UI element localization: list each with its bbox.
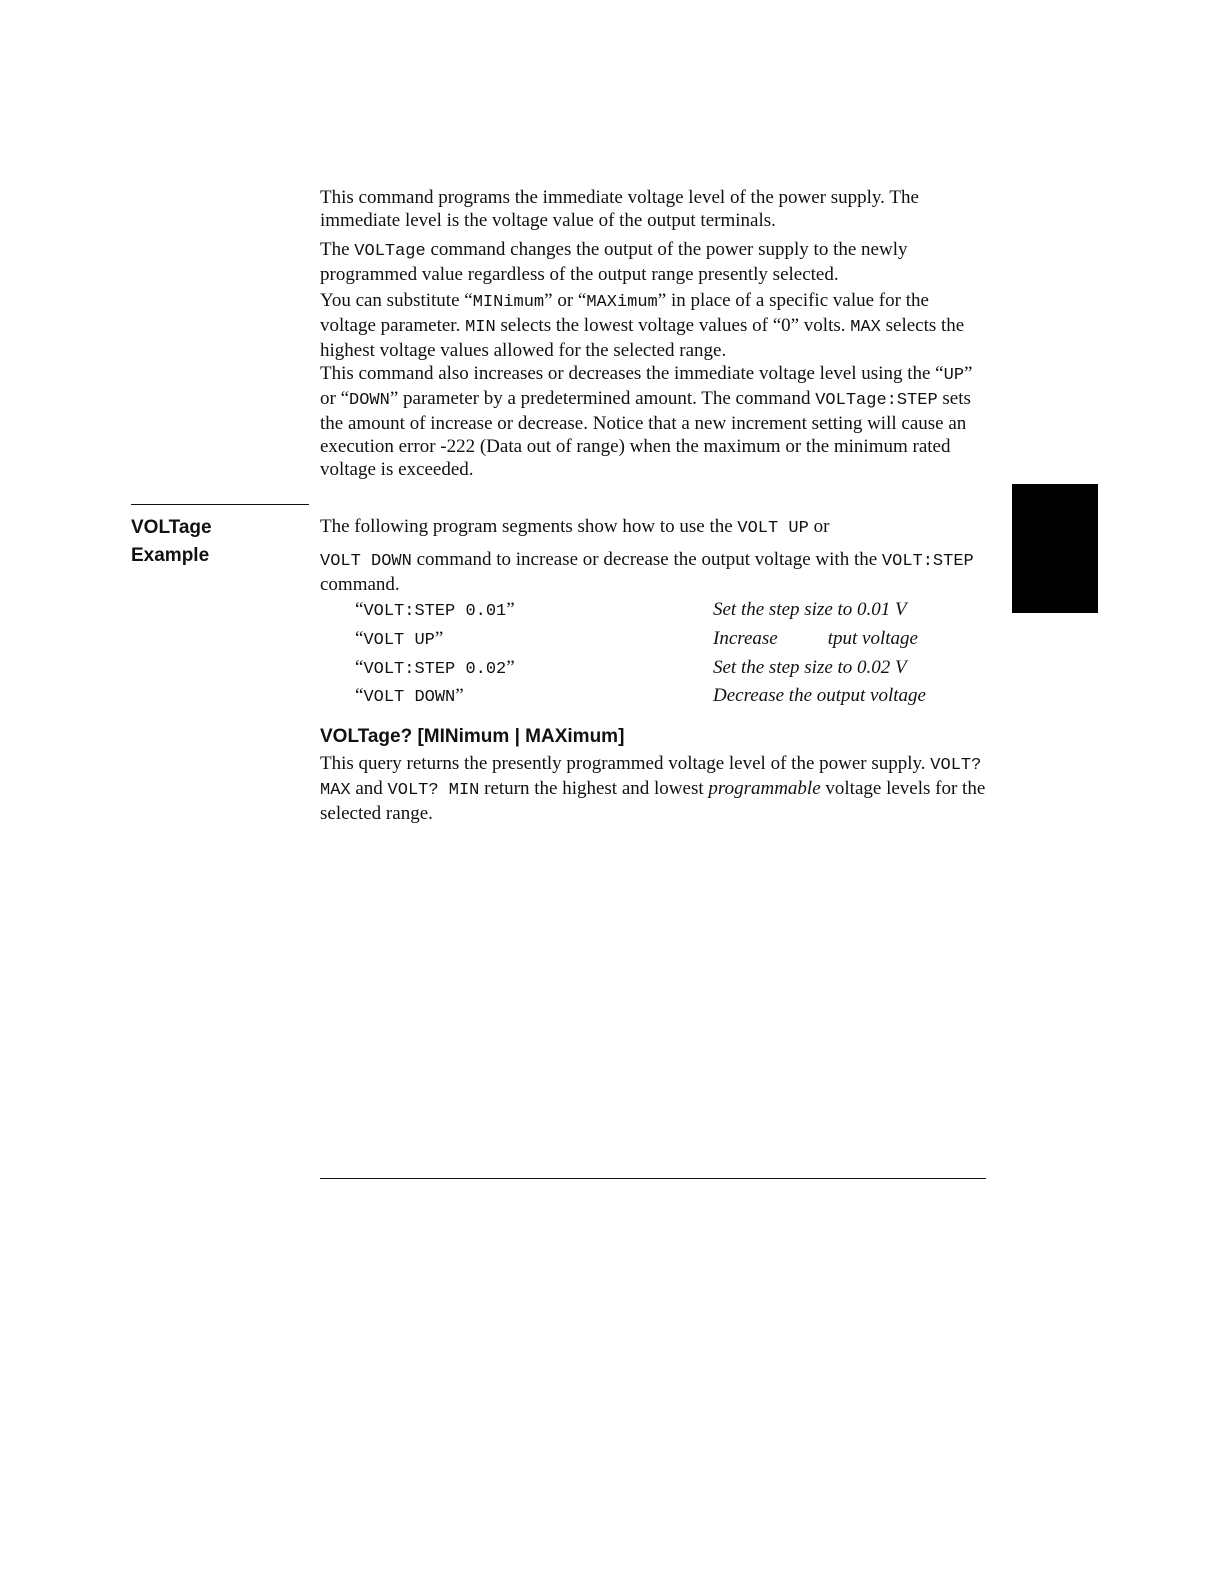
side-heading-rule [131, 504, 309, 505]
side-heading [131, 514, 212, 570]
min-max-text [320, 289, 988, 362]
text-run: ” or “ [320, 363, 973, 409]
side-heading-line2: Example [131, 545, 210, 566]
quote: “ [355, 599, 364, 620]
code-comment: Decrease the output voltage [713, 685, 926, 706]
text-run: selects the highest voltage values allowed for the selected range. [320, 315, 965, 361]
paragraph-intro [320, 186, 988, 232]
command-text: VOLT:STEP 0.02 [363, 660, 507, 679]
emphasis-programmable: programmable [708, 778, 821, 799]
chapter-tab-marker [1012, 484, 1098, 613]
paragraph-min-max [320, 289, 988, 362]
voltage-command-text [320, 238, 988, 286]
query-heading: VOLTage? [MINimum | MAXimum] [320, 726, 625, 747]
text-run: The following program segments show how to use the [320, 516, 738, 537]
text-run: ” or “ [544, 290, 587, 311]
quote: “ [355, 685, 364, 706]
paragraph-up-down [320, 362, 988, 481]
code-down: DOWN [349, 391, 390, 410]
footer-rule [320, 1178, 986, 1179]
text-run: command to increase or decrease the output voltage with the [411, 549, 882, 570]
text-run: and [350, 778, 388, 799]
text-run: or [808, 516, 830, 537]
quote: “ [355, 657, 364, 678]
command-text: VOLT UP [363, 631, 435, 650]
code-volt-up: VOLT UP [737, 519, 809, 538]
code-volt-down: VOLT DOWN [320, 552, 412, 571]
code-up: UP [943, 366, 965, 385]
text-run: This query returns the presently programmed voltage level of the power supply. [320, 753, 931, 774]
code-comment: Set the step size to 0.02 V [713, 657, 907, 678]
code-row [320, 628, 988, 656]
code-voltage-step: VOLTage:STEP [815, 391, 938, 410]
text-run: This command also increases or decreases the immediate voltage level using the “ [320, 363, 944, 384]
example-intro-line1 [320, 515, 988, 540]
text-run: voltage levels for the selected range. [320, 778, 986, 824]
code-row [320, 657, 988, 685]
quote: ” [434, 628, 444, 649]
code-comment: Set the step size to 0.01 V [713, 599, 907, 620]
quote: ” [506, 599, 515, 620]
code-volt-query-min: VOLT? MIN [387, 781, 480, 800]
command-text: VOLT DOWN [363, 688, 456, 707]
code-volt-query-max: VOLT? MAX [320, 756, 982, 800]
paragraph-voltage-command [320, 238, 988, 286]
text-run: return the highest and lowest [479, 778, 709, 799]
side-heading-line1: VOLTage [131, 517, 212, 538]
intro-text: This command programs the immediate voltage level of the power supply. The immediate level is the voltage value of the output terminals. [320, 187, 919, 231]
comment-part: tput voltage [827, 628, 918, 649]
text-run: The [320, 239, 355, 260]
code-command [355, 685, 464, 707]
code-voltage: VOLTage [354, 242, 426, 261]
command-text: VOLT:STEP 0.01 [363, 602, 507, 621]
query-text [320, 752, 988, 825]
text-run: ” in place of a specific value for the voltage parameter. [320, 290, 929, 336]
text-run: ” parameter by a predetermined amount. The command [389, 388, 816, 409]
code-row [320, 599, 988, 627]
code-min: MIN [465, 318, 496, 337]
code-minimum: MINimum [472, 293, 545, 312]
quote: “ [355, 628, 364, 649]
code-volt-step: VOLT:STEP [881, 552, 974, 571]
code-command [355, 599, 515, 621]
code-max: MAX [850, 318, 881, 337]
comment-part: Increase [713, 628, 778, 649]
text-run: command changes the output of the power supply to the newly programmed value regardless of the output range presently selected. [320, 239, 908, 285]
up-down-text [320, 362, 988, 481]
text-run: sets the amount of increase or decrease. Notice that a new increment setting will cause an execution error -222 (Data out of range) when the maximum or the minimum rated voltage is exceeded. [320, 388, 971, 480]
code-command [355, 657, 515, 679]
quote: ” [506, 657, 515, 678]
quote: ” [455, 685, 464, 706]
example-intro-line1-text [320, 515, 988, 540]
example-intro-line2-text [320, 548, 988, 596]
text-run: selects the lowest voltage values of “0” volts. [495, 315, 851, 336]
text-run: You can substitute “ [320, 290, 473, 311]
paragraph-query [320, 752, 988, 825]
code-command [355, 628, 443, 650]
example-intro-line2 [320, 548, 988, 596]
text-run: command. [320, 574, 400, 595]
code-row [320, 685, 988, 713]
code-comment [713, 628, 918, 650]
code-maximum: MAXimum [586, 293, 658, 312]
